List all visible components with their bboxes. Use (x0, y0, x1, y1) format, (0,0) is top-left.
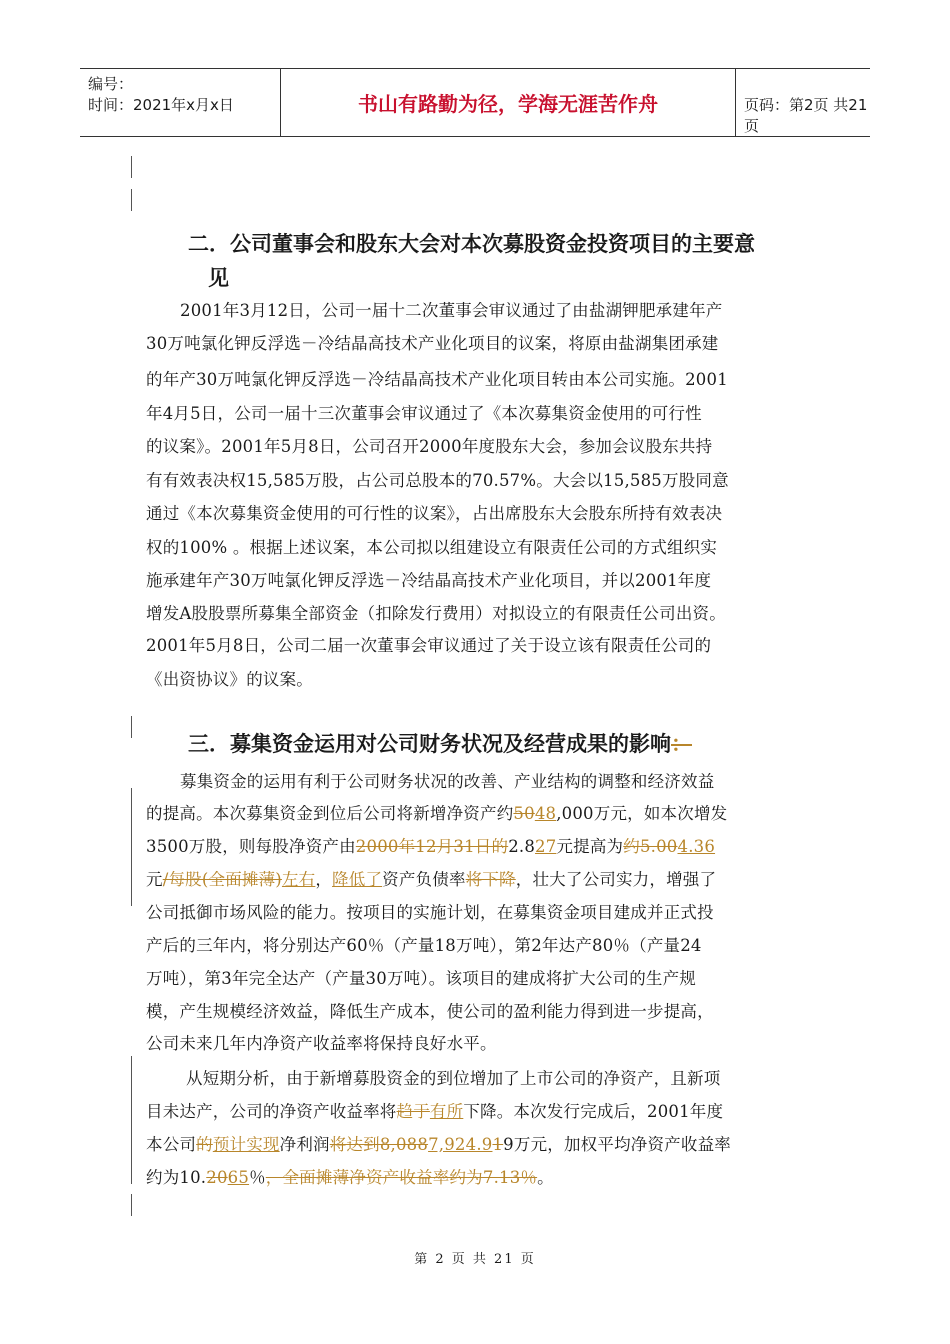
paragraph-line: 产后的三年内，将分别达产60％（产量18万吨），第2年达产80％（产量24 (146, 936, 702, 955)
inserted-text: 27 (535, 837, 557, 856)
inserted-text: 有所 (429, 1102, 464, 1121)
change-bar (131, 156, 132, 178)
deleted-text: 1 (492, 1135, 504, 1154)
paragraph-line: 的提高。本次募集资金到位后公司将新增净资产约5048,000万元，如本次增发 (146, 804, 728, 823)
paragraph-line: 30万吨氯化钾反浮选－冷结晶高技术产业化项目的议案，将原由盐湖集团承建 (146, 334, 719, 353)
inserted-text: 降低了 (332, 870, 383, 889)
header-motto-cell (281, 69, 736, 136)
change-bar (131, 788, 132, 906)
paragraph-line: 公司抵御市场风险的能力。按项目的实施计划，在募集资金项目建成并正式投 (146, 903, 714, 922)
change-bar (131, 716, 132, 738)
header-meta-cell (80, 69, 281, 136)
change-bar (131, 1194, 132, 1216)
inserted-text: 左右 (281, 870, 316, 889)
deleted-text: 约5.00 (623, 837, 678, 856)
deleted-text: 50 (513, 804, 535, 823)
paragraph-line: 万吨），第3年完全达产（产量30万吨）。该项目的建成将扩大公司的生产规 (146, 969, 696, 988)
deleted-text: 将下降 (465, 870, 516, 889)
deleted-text: 将达到8,088 (329, 1135, 429, 1154)
page-header (80, 68, 870, 137)
page-info: 页码：第2页 共21页 (744, 96, 868, 135)
paragraph-line: 增发A股股票所募集全部资金（扣除发行费用）对拟设立的有限责任公司出资。 (146, 604, 726, 623)
paragraph-line: 《出资协议》的议案。 (146, 670, 313, 689)
inserted-text: 预计实现 (212, 1135, 280, 1154)
deleted-text: /每股(全面摊薄) (162, 870, 282, 889)
paragraph-line: 年4月5日，公司一届十三次董事会审议通过了《本次募集资金使用的可行性 (146, 404, 702, 423)
section2-heading-cont: 见 (208, 266, 229, 290)
inserted-text: 48 (534, 804, 557, 823)
code-label: 编号： (88, 75, 134, 93)
section3-heading: 三．募集资金运用对公司财务状况及经营成果的影响： (188, 732, 692, 756)
paragraph-line: 的议案》。2001年5月8日，公司召开2000年度股东大会，参加会议股东共持 (146, 437, 713, 456)
paragraph-line: 目未达产，公司的净资产收益率将趋于有所下降。本次发行完成后，2001年度 (146, 1102, 724, 1121)
paragraph-line: 募集资金的运用有利于公司财务状况的改善、产业结构的调整和经济效益 (180, 772, 715, 791)
deleted-text: ： (671, 732, 692, 756)
deleted-text: 趋于 (396, 1102, 430, 1121)
paragraph-line: 公司未来几年内净资产收益率将保持良好水平。 (146, 1034, 497, 1053)
paragraph-line: 2001年3月12日，公司一届十二次董事会审议通过了由盐湖钾肥承建年产 (180, 301, 723, 320)
motto: 书山有路勤为径，学海无涯苦作舟 (358, 92, 658, 116)
paragraph-line: 3500万股，则每股净资产由2000年12月31日的2.827元提高为约5.004.36 (146, 837, 716, 856)
inserted-text: 4.36 (677, 837, 716, 856)
paragraph-line: 模，产生规模经济效益，降低生产成本，使公司的盈利能力得到进一步提高， (146, 1002, 714, 1021)
deleted-text: 2000年12月31日的 (355, 837, 509, 856)
time-label: 时间：2021年x月x日 (88, 96, 234, 114)
paragraph-line: 本公司的预计实现净利润将达到8,0887,924.919万元，加权平均净资产收益率 (146, 1135, 731, 1154)
section2-heading: 二．公司董事会和股东大会对本次募股资金投资项目的主要意 (188, 232, 755, 256)
deleted-text: 的 (196, 1135, 213, 1154)
inserted-text: 7,924.9 (428, 1135, 493, 1154)
page-footer: 第 2 页 共 21 页 (414, 1252, 536, 1267)
paragraph-line: 的年产30万吨氯化钾反浮选－冷结晶高技术产业化项目转由本公司实施。2001 (146, 370, 728, 389)
change-bar (131, 189, 132, 211)
paragraph-line: 施承建年产30万吨氯化钾反浮选－冷结晶高技术产业化项目，并以2001年度 (146, 571, 712, 590)
change-bar (131, 1056, 132, 1184)
deleted-text: 20 (206, 1168, 228, 1187)
paragraph-line: 约为10.2065％，全面摊薄净资产收益率约为7.13％。 (146, 1168, 554, 1187)
paragraph-line: 有有效表决权15,585万股，占公司总股本的70.57%。大会以15,585万股同意 (146, 471, 729, 490)
paragraph-line: 2001年5月8日，公司二届一次董事会审议通过了关于设立该有限责任公司的 (146, 636, 712, 655)
paragraph-line: 通过《本次募集资金使用的可行性的议案》，占出席股东大会股东所持有效表决 (146, 504, 723, 523)
paragraph-line: 从短期分析，由于新增募股资金的到位增加了上市公司的净资产，且新项 (186, 1069, 721, 1088)
paragraph-line: 权的100% 。根据上述议案，本公司拟以组建设立有限责任公司的方式组织实 (146, 538, 718, 557)
deleted-text: ，全面摊薄净资产收益率约为7.13％ (265, 1168, 538, 1187)
inserted-text: 65 (227, 1168, 250, 1187)
paragraph-line: 元/每股(全面摊薄)左右，降低了资产负债率将下降，壮大了公司实力，增强了 (146, 870, 717, 889)
